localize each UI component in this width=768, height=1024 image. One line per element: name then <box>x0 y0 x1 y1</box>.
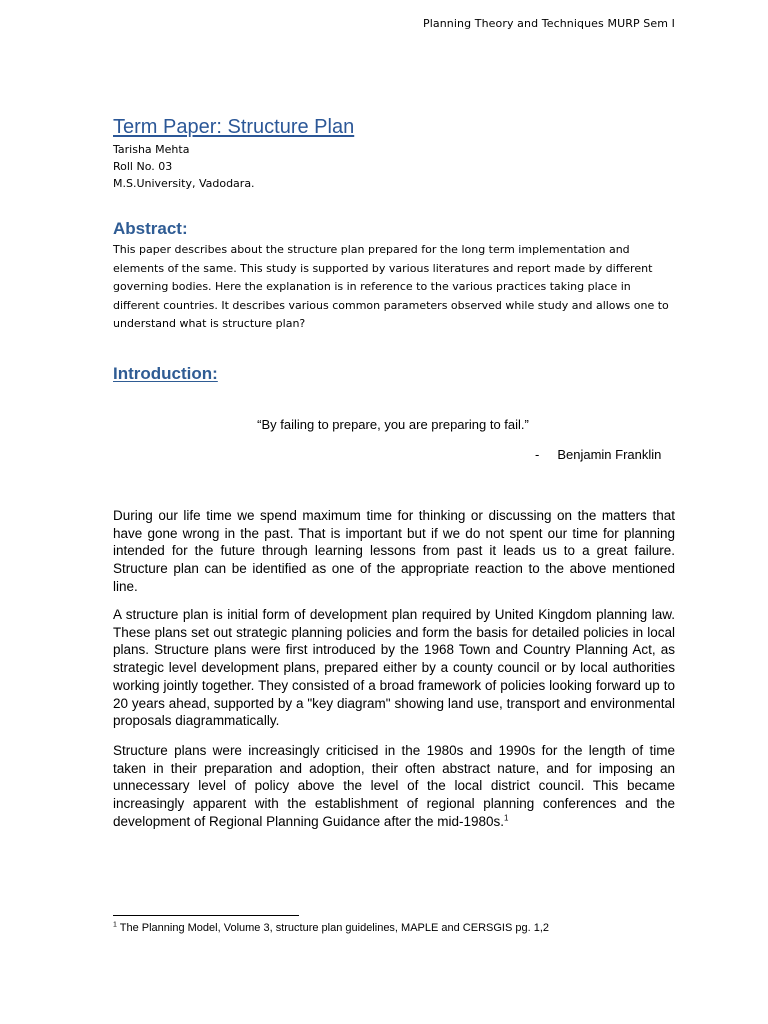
footnote-text: The Planning Model, Volume 3, structure plan guidelines, MAPLE and CERSGIS pg. 1,2 <box>116 922 550 934</box>
quote: “By failing to prepare, you are preparing to fail.” <box>257 417 529 432</box>
footnote-mark: 1 <box>113 921 117 929</box>
intro-paragraph-2: A structure plan is initial form of development plan required by United Kingdom planning law. These plans set out strategic planning policies and form the basis for detailed policies in local plans. Structure plans were first introduced by the 1968 Town and Country Planning Act, as strategic level development plans, prepared either by a county council or by local authorities working jointly together. They consisted of a broad framework of policies looking forward up to 20 years ahead, supported by a "key diagram" showing land use, transport and environmental proposals diagrammatically. <box>113 607 675 729</box>
footnote-reference[interactable]: 1 <box>504 813 509 823</box>
intro-paragraph-3 <box>113 742 675 831</box>
quote-attribution <box>535 447 661 462</box>
author-name: Tarisha Mehta <box>113 143 190 156</box>
author-block <box>113 141 255 192</box>
paragraph-3-text: Structure plans were increasingly criticised in the 1980s and 1990s for the length of time taken in their preparation and adoption, their often abstract nature, and for imposing an unnecessary level of policy above the level of the local district council. This became increasingly apparent with the establishment of regional planning conferences and the development of Regional Planning Guidance after the mid-1980s. <box>113 743 675 829</box>
roll-number: Roll No. 03 <box>113 160 173 173</box>
abstract-text: This paper describes about the structure plan prepared for the long term implementation and elements of the same. This study is supported by various literatures and report made by different governing bodies. Here the explanation is in reference to the various practices taking place in different countries. It describes various common parameters observed while study and allows one to understand what is structure plan? <box>113 243 669 330</box>
paper-title: Term Paper: Structure Plan <box>113 116 355 138</box>
institution: M.S.University, Vadodara. <box>113 177 255 190</box>
intro-paragraph-1: During our life time we spend maximum time for thinking or discussing on the matters that have gone wrong in the past. That is important but if we do not spent our time for planning intended for the future through learning lessons from past it leads us to a great failure. Structure plan can be identified as one of the appropriate reaction to the above mentioned line. <box>113 508 675 594</box>
attribution-dash: - <box>535 447 540 462</box>
running-header: Planning Theory and Techniques MURP Sem I <box>422 17 675 30</box>
introduction-heading: Introduction: <box>113 364 218 383</box>
abstract-heading: Abstract: <box>113 219 188 238</box>
attribution-author: Benjamin Franklin <box>557 447 662 462</box>
footnote-separator <box>113 915 299 916</box>
footnote <box>113 922 549 934</box>
